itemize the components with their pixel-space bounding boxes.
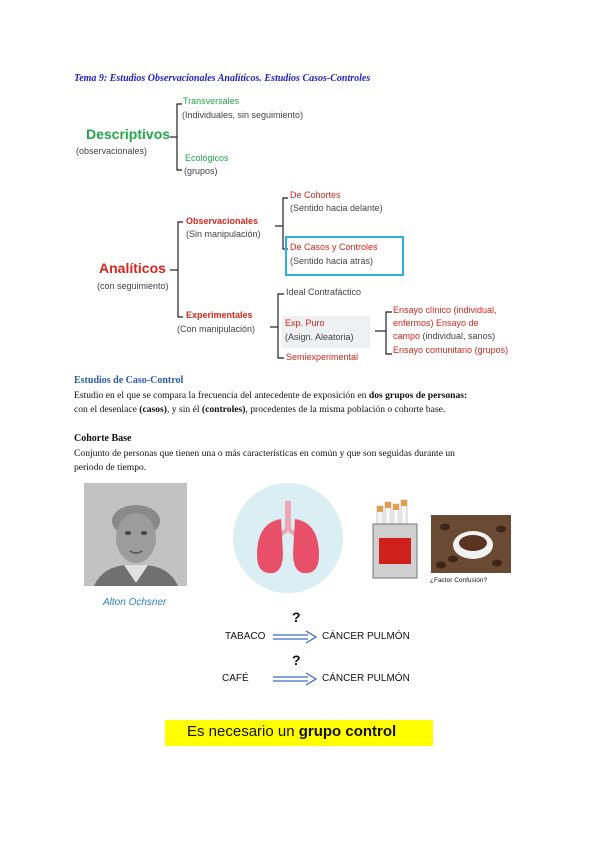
question-mark-2: ?: [292, 652, 301, 668]
transversales-sub: (Individuales, sin seguimiento): [182, 110, 304, 120]
exp-puro-sub: (Asign. Aleatoria): [285, 332, 354, 342]
semiexperimental-label: Semiexperimental: [286, 352, 359, 362]
descriptivos-sub: (observacionales): [76, 146, 148, 156]
outcome-cancer-2: CÁNCER PULMÓN: [322, 673, 410, 684]
cohortes-sub: (Sentido hacia delante): [290, 203, 383, 213]
cigarettes-image: [371, 498, 421, 580]
exposure-cafe: CAFÉ: [222, 673, 249, 684]
cohorte-heading: Cohorte Base: [74, 433, 132, 444]
lungs-image: [233, 483, 344, 594]
ensayo-campo-line2: campo (individual, sanos): [393, 331, 496, 341]
outcome-cancer-1: CÁNCER PULMÓN: [322, 631, 410, 642]
conclusion-text: Es necesario un grupo control: [187, 723, 397, 740]
casos-controles-label: De Casos y Controles: [290, 242, 378, 252]
ecologicos-label: Ecológicos: [185, 153, 229, 163]
arrow-right-icon: [272, 630, 318, 644]
page-title: Tema 9: Estudios Observacionales Analíticos. Estudios Casos-Controles: [74, 73, 371, 84]
observacionales-sub: (Sin manipulación): [186, 229, 261, 239]
question-mark-1: ?: [292, 609, 301, 625]
ensayo-comunitario: Ensayo comunitario (grupos): [393, 345, 509, 355]
transversales-label: Transversales: [183, 96, 240, 106]
experimentales-label: Experimentales: [186, 310, 253, 320]
caso-control-line2: con el desenlace (casos), y sin él (controles), procedentes de la misma población o cohorte base.: [74, 404, 446, 415]
arrow-right-icon: [272, 672, 318, 686]
coffee-caption: ¿Factor Confusión?: [430, 577, 488, 584]
ideal-contrafactico: Ideal Contrafáctico: [286, 287, 362, 297]
analiticos-label: Analíticos: [99, 260, 166, 276]
coffee-image: [431, 515, 511, 573]
exp-puro-label: Exp. Puro: [285, 318, 325, 328]
exposure-tabaco: TABACO: [225, 631, 266, 642]
ensayo-clinico: Ensayo clínico (individual,: [393, 305, 497, 315]
observacionales-label: Observacionales: [186, 216, 259, 226]
portrait-image: [84, 483, 187, 586]
ensayo-campo-line1: enfermos) Ensayo de: [393, 318, 479, 328]
cohorte-line1: Conjunto de personas que tienen una o más características en común y que son seguidas durante un: [74, 448, 455, 459]
cohorte-line2: periodo de tiempo.: [74, 462, 147, 473]
ecologicos-sub: (grupos): [184, 166, 218, 176]
caso-control-heading: Estudios de Caso-Control: [74, 375, 184, 386]
cohortes-label: De Cohortes: [290, 190, 341, 200]
experimentales-sub: (Con manipulación): [177, 324, 256, 334]
casos-controles-sub: (Sentido hacia atrás): [290, 256, 374, 266]
caso-control-line1: Estudio en el que se compara la frecuencia del antecedente de exposición en dos grupos de personas:: [74, 390, 468, 401]
descriptivos-label: Descriptivos: [86, 126, 171, 142]
analiticos-sub: (con seguimiento): [97, 281, 169, 291]
portrait-caption: Alton Ochsner: [103, 597, 167, 608]
